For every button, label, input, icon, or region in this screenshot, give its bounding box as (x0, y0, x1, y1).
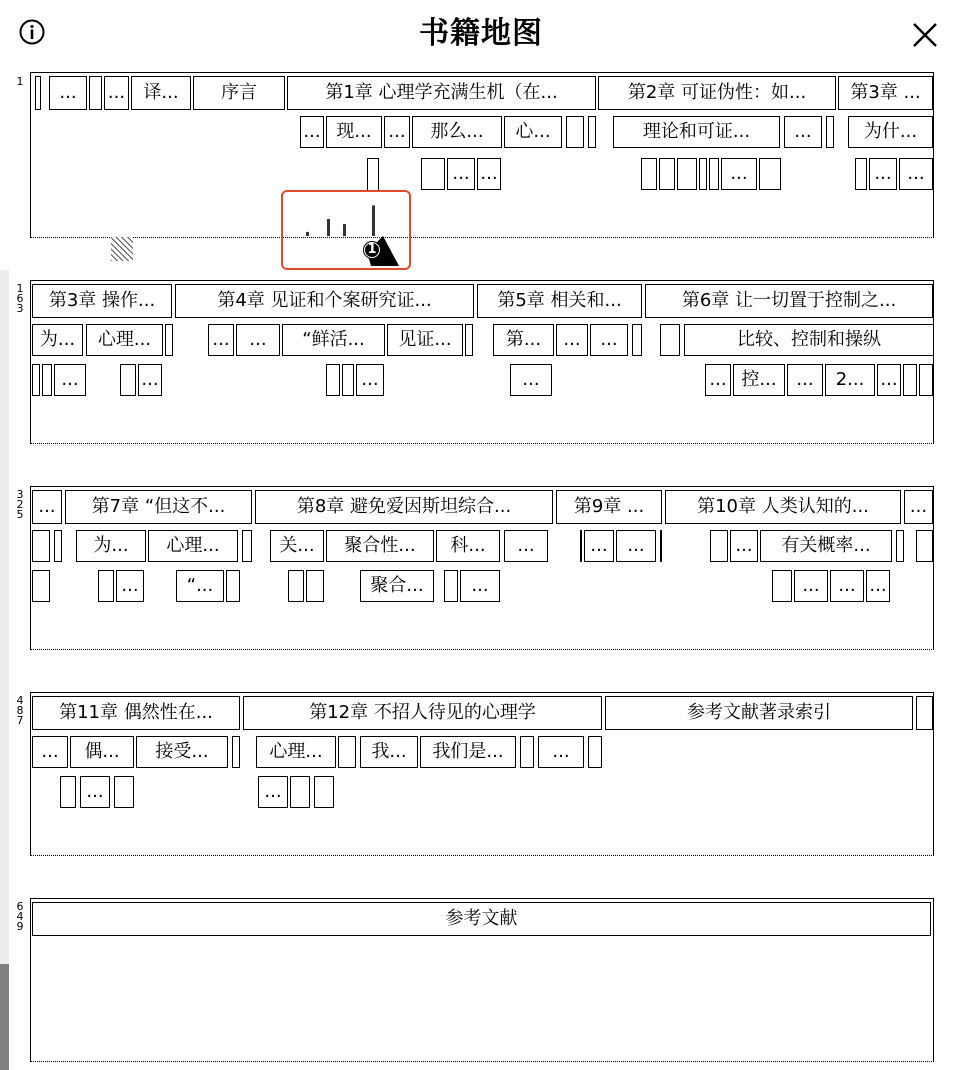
section-box[interactable]: 科... (436, 530, 500, 562)
chapter-box[interactable]: 第4章 见证和个案研究证... (175, 284, 474, 318)
chapter-box[interactable]: 第11章 偶然性在... (32, 696, 240, 730)
section-box[interactable] (232, 736, 240, 768)
section-box[interactable]: 为... (32, 324, 83, 356)
subsection-box[interactable] (114, 776, 134, 808)
section-box[interactable]: 心理... (86, 324, 163, 356)
row-page-number: 1 (16, 75, 24, 88)
section-box[interactable] (54, 530, 62, 562)
subsection-box[interactable]: ... (116, 570, 144, 602)
section-box[interactable] (32, 530, 50, 562)
section-box[interactable] (520, 736, 534, 768)
subsection-box[interactable] (759, 158, 781, 190)
chapter-box[interactable]: 第8章 避免爱因斯坦综合... (255, 490, 553, 524)
row-page-number: 3 2 5 (16, 488, 24, 521)
subsection-box[interactable]: ... (510, 364, 552, 396)
section-box[interactable]: 聚合性... (326, 530, 434, 562)
subsection-box[interactable]: ... (869, 158, 897, 190)
section-box[interactable]: ... (300, 116, 324, 148)
section-box[interactable] (588, 736, 602, 768)
section-box[interactable]: 我... (360, 736, 418, 768)
subsection-box[interactable] (32, 364, 40, 396)
subsection-box[interactable] (306, 570, 324, 602)
chapter-box[interactable]: 第12章 不招人待见的心理学 (243, 696, 602, 730)
subsection-box[interactable]: ... (877, 364, 901, 396)
section-box[interactable]: 第... (493, 324, 554, 356)
subsection-box[interactable] (32, 570, 50, 602)
marker-count-badge: 1 (367, 242, 377, 257)
subsection-box[interactable]: 2... (825, 364, 875, 396)
subsection-box[interactable]: ... (899, 158, 933, 190)
subsection-box[interactable] (314, 776, 334, 808)
section-box[interactable] (916, 530, 933, 562)
subsection-box[interactable] (659, 158, 675, 190)
section-box[interactable]: 心理... (256, 736, 336, 768)
subsection-box[interactable] (421, 158, 445, 190)
scrollbar-track[interactable] (0, 270, 9, 1070)
subsection-box[interactable]: ... (447, 158, 475, 190)
chapter-box[interactable]: 第5章 相关和... (477, 284, 642, 318)
subsection-box[interactable]: ... (787, 364, 823, 396)
section-box[interactable]: ... (590, 324, 628, 356)
row-page-number: 1 6 3 (16, 282, 24, 315)
subsection-box[interactable]: ... (794, 570, 828, 602)
section-box[interactable]: ... (32, 736, 68, 768)
chapter-box[interactable]: 译... (131, 76, 191, 110)
chapter-box[interactable]: 第3章 ... (838, 76, 933, 110)
chapter-box[interactable] (916, 696, 933, 730)
chapter-box[interactable]: 第9章 ... (556, 490, 662, 524)
section-box[interactable]: ... (556, 324, 588, 356)
subsection-box[interactable] (98, 570, 114, 602)
section-box[interactable] (710, 530, 728, 562)
chapter-box[interactable]: ... (904, 490, 933, 524)
section-box[interactable] (896, 530, 904, 562)
chapter-box[interactable]: 第3章 操作... (32, 284, 172, 318)
section-box[interactable]: 理论和可证... (613, 116, 780, 148)
section-box[interactable]: ... (584, 530, 614, 562)
section-box[interactable]: 为... (76, 530, 146, 562)
section-box[interactable]: ... (208, 324, 234, 356)
section-box[interactable]: ... (784, 116, 822, 148)
subsection-box[interactable] (226, 570, 240, 602)
subsection-box[interactable] (641, 158, 657, 190)
chapter-box[interactable]: 参考文献 (32, 902, 931, 936)
subsection-box[interactable] (677, 158, 697, 190)
section-box[interactable]: 现... (326, 116, 382, 148)
chapter-box[interactable]: ... (32, 490, 62, 524)
section-box[interactable]: 为什... (848, 116, 933, 148)
subsection-box[interactable]: ... (866, 570, 890, 602)
section-box[interactable]: 关... (270, 530, 324, 562)
subsection-box[interactable]: ... (80, 776, 110, 808)
section-box[interactable]: ... (236, 324, 280, 356)
subsection-box[interactable]: ... (705, 364, 731, 396)
section-box[interactable] (826, 116, 834, 148)
activity-bar (306, 232, 309, 236)
chapter-box[interactable] (89, 76, 102, 110)
section-box[interactable]: ... (384, 116, 410, 148)
section-box[interactable] (588, 116, 596, 148)
chapter-box[interactable]: 第6章 让一切置于控制之... (645, 284, 933, 318)
section-box[interactable] (632, 324, 642, 356)
hatched-marker (111, 237, 133, 261)
subsection-box[interactable]: ... (356, 364, 384, 396)
subsection-box[interactable]: 控... (733, 364, 785, 396)
subsection-box[interactable] (120, 364, 136, 396)
section-box[interactable]: 接受... (136, 736, 228, 768)
chapter-box[interactable]: 序言 (193, 76, 285, 110)
subsection-box[interactable]: ... (460, 570, 500, 602)
section-box[interactable] (242, 530, 252, 562)
subsection-box[interactable]: ... (830, 570, 864, 602)
chapter-box[interactable]: 第7章 “但这不... (65, 490, 252, 524)
subsection-box[interactable]: “... (176, 570, 224, 602)
subsection-box[interactable] (903, 364, 917, 396)
subsection-box[interactable] (367, 158, 379, 192)
section-box[interactable]: 那么... (412, 116, 502, 148)
page-title: 书籍地图 (419, 16, 543, 51)
subsection-box[interactable] (855, 158, 867, 190)
section-box[interactable] (566, 116, 584, 148)
subsection-box[interactable] (60, 776, 76, 808)
section-box[interactable] (165, 324, 173, 356)
subsection-box[interactable] (919, 364, 933, 396)
subsection-box[interactable]: ... (477, 158, 501, 190)
section-box[interactable]: 我们是... (420, 736, 516, 768)
section-box[interactable]: 比较、控制和操纵 (684, 324, 934, 356)
section-box[interactable] (338, 736, 356, 768)
section-box[interactable] (660, 530, 662, 562)
subsection-box[interactable]: 聚合... (360, 570, 434, 602)
chapter-box[interactable]: 第1章 心理学充满生机（在... (287, 76, 596, 110)
section-box[interactable]: 见证... (387, 324, 463, 356)
subsection-box[interactable] (444, 570, 458, 602)
subsection-box[interactable] (326, 364, 340, 396)
activity-bar (327, 219, 330, 236)
subsection-box[interactable]: ... (721, 158, 757, 190)
section-box[interactable] (580, 530, 582, 562)
chapter-box[interactable]: 第10章 人类认知的... (665, 490, 901, 524)
subsection-box[interactable] (42, 364, 52, 396)
section-box[interactable]: ... (730, 530, 758, 562)
section-box[interactable]: 偶... (70, 736, 134, 768)
subsection-box[interactable]: ... (54, 364, 86, 396)
section-box[interactable]: 心理... (148, 530, 238, 562)
subsection-box[interactable] (290, 776, 310, 808)
chapter-box[interactable]: 参考文献著录索引 (605, 696, 913, 730)
section-box[interactable]: ... (538, 736, 584, 768)
subsection-box[interactable] (342, 364, 354, 396)
section-box[interactable] (660, 324, 680, 356)
section-box[interactable]: ... (504, 530, 548, 562)
chapter-box[interactable]: 第2章 可证伪性：如... (598, 76, 836, 110)
section-box[interactable]: “鲜活... (282, 324, 385, 356)
subsection-box[interactable] (709, 158, 719, 190)
row-page-number: 4 8 7 (16, 694, 24, 727)
scrollbar-thumb[interactable] (0, 964, 9, 1070)
activity-bar (343, 224, 346, 236)
chapter-box[interactable] (35, 76, 41, 110)
subsection-box[interactable]: ... (138, 364, 162, 396)
section-box[interactable]: 心... (504, 116, 562, 148)
chapter-box[interactable]: ... (49, 76, 87, 110)
subsection-box[interactable] (288, 570, 304, 602)
section-box[interactable]: ... (616, 530, 656, 562)
subsection-box[interactable] (772, 570, 792, 602)
subsection-box[interactable] (699, 158, 707, 190)
section-box[interactable]: 有关概率... (760, 530, 892, 562)
close-icon[interactable] (911, 21, 939, 49)
row-page-number: 6 4 9 (16, 900, 24, 933)
section-box[interactable] (465, 324, 473, 356)
chapter-box[interactable]: ... (104, 76, 129, 110)
subsection-box[interactable]: ... (258, 776, 288, 808)
